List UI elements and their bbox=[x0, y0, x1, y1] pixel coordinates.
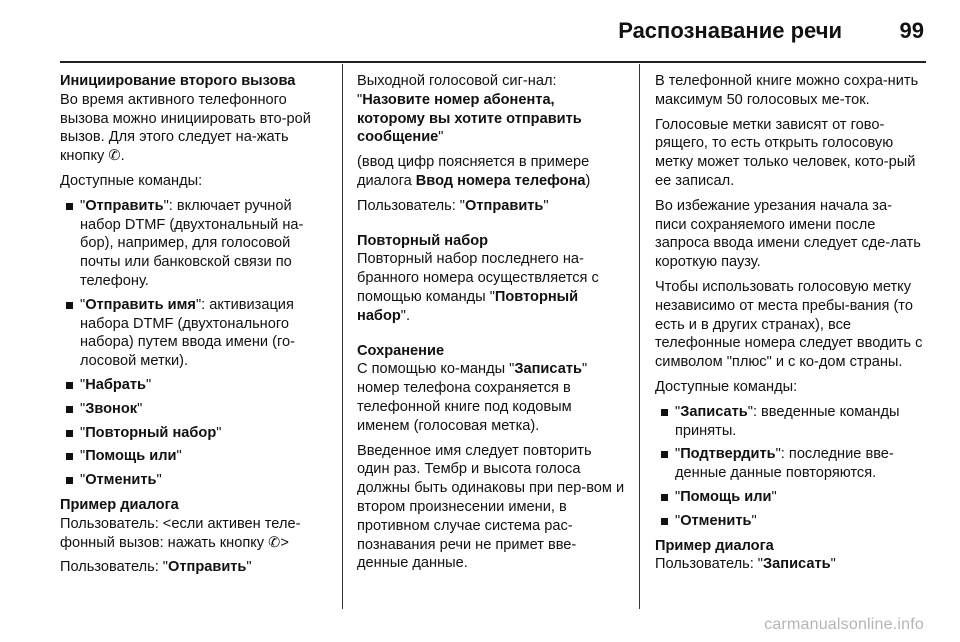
paragraph-second-call bbox=[60, 72, 328, 166]
paragraph-speaker-dependent: Голосовые метки зависят от гово-рящего, то есть открыть голосовую метку может только человек, кото-рый ее записал. bbox=[655, 116, 916, 189]
watermark: carmanualsonline.info bbox=[764, 616, 924, 633]
list-item: "Отправить имя": активизация набора DTMF (двухтонального набора) путем ввода имени (го-лосовой метки). bbox=[60, 296, 328, 371]
section-heading-example-dialog: Пример диалога bbox=[60, 496, 179, 513]
commands-label: Доступные команды: bbox=[60, 172, 203, 189]
list-item: "Повторный набор" bbox=[60, 424, 328, 443]
digits-note: (ввод цифр поясняется в примере диалога Ввод номера телефона) bbox=[357, 154, 591, 189]
dialog-system-line: Выходной голосовой сиг-нал: "Назовите номер абонента, которому вы хотите отправить сообщение" bbox=[357, 73, 582, 146]
second-call-text: Во время активного телефонного вызова можно инициировать вто-рой вызов. Для этого следует на-жать кнопку ✆. bbox=[60, 91, 311, 165]
header-rule bbox=[60, 61, 926, 63]
column-divider-1 bbox=[342, 64, 343, 609]
column-3 bbox=[655, 72, 923, 580]
paragraph-example-dialog: Пример диалога Пользователь: "Записать" bbox=[655, 537, 923, 575]
list-item: "Помощь или" bbox=[60, 447, 328, 466]
list-item: "Отменить" bbox=[655, 512, 923, 531]
dialog-user-line: Пользователь: "Отправить" bbox=[60, 559, 252, 576]
section-heading-example-dialog: Пример диалога bbox=[655, 537, 774, 554]
command-list bbox=[60, 197, 328, 490]
section-heading-save: Сохранение bbox=[357, 342, 445, 359]
paragraph-example-dialog bbox=[60, 496, 328, 552]
page-title: Распознавание речи bbox=[618, 18, 842, 43]
paragraph-plus-sign: Чтобы использовать голосовую метку независимо от места пребы-вания (то есть и в других странах), все телефонные номера следует вводить с символом "плюс" и с ко-дом страны. bbox=[655, 278, 923, 371]
section-heading-second-call: Инициирование второго вызова bbox=[60, 73, 296, 89]
page-number: 99 bbox=[899, 18, 924, 43]
command-list bbox=[655, 403, 923, 531]
commands-label: Доступные команды: bbox=[655, 378, 798, 395]
list-item: "Помощь или" bbox=[655, 488, 923, 507]
list-item: "Набрать" bbox=[60, 376, 328, 395]
dialog-user-line: Пользователь: "Отправить" bbox=[357, 197, 549, 214]
example-dialog-text: Пользователь: <если активен теле-фонный вызов: нажать кнопку ✆> bbox=[60, 515, 301, 551]
page-header bbox=[0, 0, 960, 62]
column-2 bbox=[357, 72, 625, 579]
paragraph-capacity: В телефонной книге можно сохра-нить максимум 50 голосовых ме-ток. bbox=[655, 73, 919, 108]
column-divider-2 bbox=[639, 64, 640, 609]
paragraph-pause: Во избежание урезания начала за-писи сохраняемого имени после запроса ввода имени следует сде-лать короткую паузу. bbox=[655, 197, 921, 271]
list-item: "Отправить": включает ручной набор DTMF (двухтональный на-бор), например, для голосовой почты или банковской связи по телефону. bbox=[60, 197, 328, 291]
paragraph-repeat-name: Введенное имя следует повторить один раз. Тембр и высота голоса должны быть одинаковы при пер-вом и втором произнесении имени, в противном случае система рас-познавания речи не примет вве-денные данные. bbox=[357, 442, 625, 572]
list-item: "Подтвердить": последние вве-денные данные повторяются. bbox=[655, 445, 923, 483]
list-item: "Записать": введенные команды приняты. bbox=[655, 403, 923, 441]
paragraph-save: Сохранение С помощью ко-манды "Записать" номер телефона сохраняется в телефонной книге под кодовым именем (голосовая метка). bbox=[357, 342, 625, 436]
paragraph-redial: Повторный набор Повторный набор последнего на-бранного номера осуществляется с помощью команды "Повторный набор". bbox=[357, 232, 625, 326]
column-1 bbox=[60, 72, 328, 583]
list-item: "Звонок" bbox=[60, 400, 328, 419]
section-heading-redial: Повторный набор bbox=[357, 232, 489, 249]
list-item: "Отменить" bbox=[60, 471, 328, 490]
